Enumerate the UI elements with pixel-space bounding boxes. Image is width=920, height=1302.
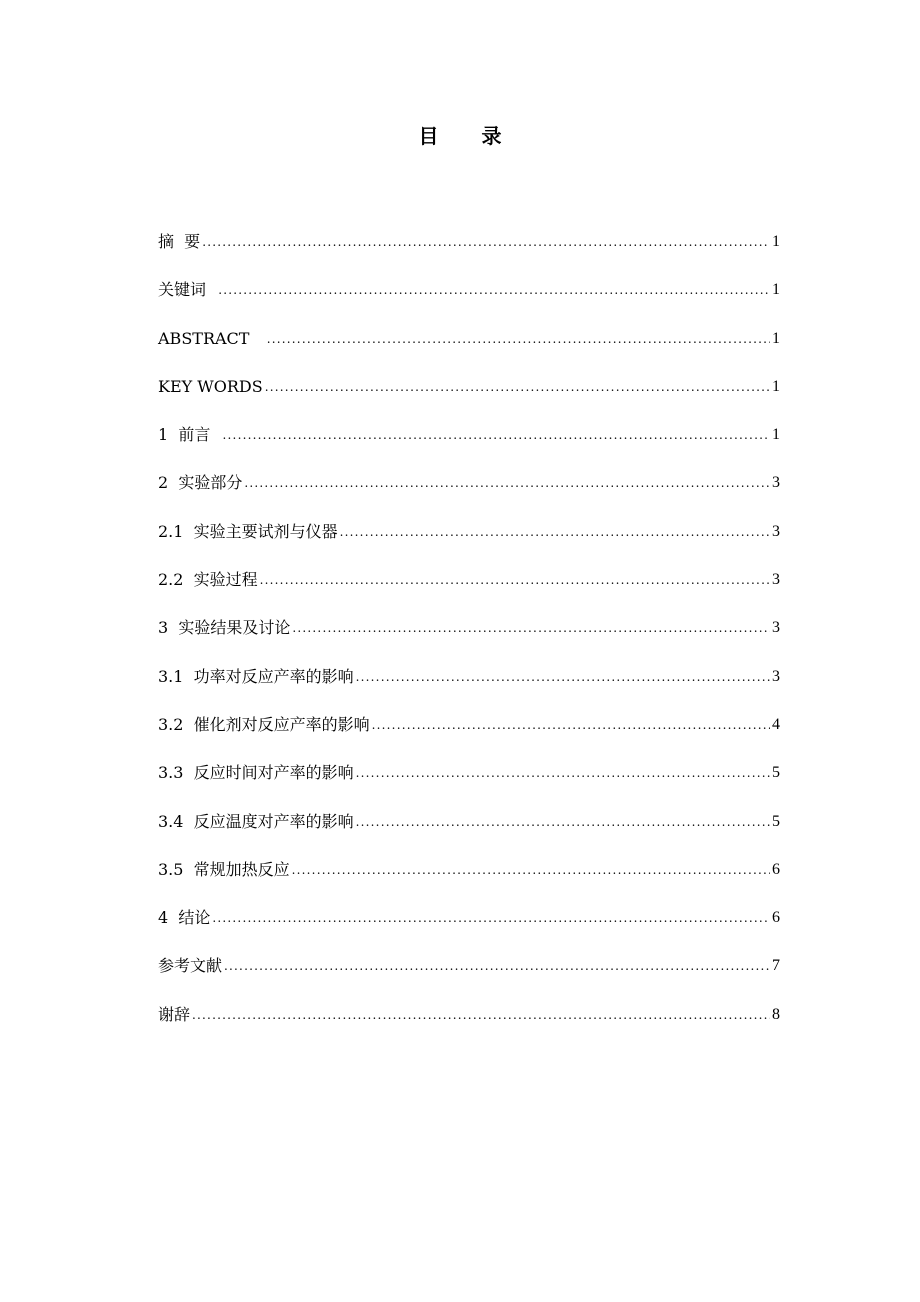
toc-entry-page: 7 [772, 957, 780, 975]
toc-entry-page: 4 [772, 715, 780, 733]
toc-entry[interactable] [158, 1002, 780, 1050]
toc-dot-leader [202, 229, 770, 255]
toc-dot-leader [265, 374, 770, 400]
toc-entry[interactable] [158, 277, 780, 325]
toc-entry-label: 3 实验结果及讨论 [158, 618, 291, 638]
toc-entry[interactable] [158, 712, 780, 760]
toc-entry-page: 5 [772, 812, 780, 830]
toc-entry[interactable] [158, 664, 780, 712]
toc-dot-leader [340, 519, 770, 545]
toc-dot-leader [292, 615, 770, 641]
toc-entry-page: 1 [772, 377, 780, 395]
toc-entry-label: 4 结论 [158, 908, 211, 928]
toc-entry-page: 1 [772, 426, 780, 444]
toc-dot-leader [267, 326, 770, 352]
toc-dot-leader [244, 470, 770, 496]
toc-entry-label: 1 前言 [158, 425, 221, 445]
toc-dot-leader [356, 809, 770, 835]
toc-entry-label: 谢辞 [158, 1004, 191, 1024]
toc-entry-label: KEY WORDS [158, 376, 263, 396]
toc-entry-page: 1 [772, 281, 780, 299]
toc-entry-label: ABSTRACT [158, 328, 265, 348]
toc-entry-label: 3.2 催化剂对反应产率的影响 [158, 714, 370, 734]
toc-dot-leader [212, 905, 770, 931]
toc-list [158, 229, 780, 1050]
toc-entry-label: 2 实验部分 [158, 473, 243, 493]
toc-entry[interactable] [158, 229, 780, 277]
toc-dot-leader [292, 857, 770, 883]
toc-entry[interactable] [158, 760, 780, 808]
toc-dot-leader [372, 712, 770, 738]
toc-entry[interactable] [158, 567, 780, 615]
toc-entry[interactable] [158, 470, 780, 518]
toc-entry-label: 3.5 常规加热反应 [158, 859, 290, 879]
toc-entry[interactable] [158, 857, 780, 905]
toc-entry[interactable] [158, 615, 780, 663]
toc-entry-page: 3 [772, 474, 780, 492]
toc-dot-leader [223, 422, 770, 448]
toc-entry-page: 8 [772, 1005, 780, 1023]
toc-entry[interactable] [158, 374, 780, 422]
toc-dot-leader [356, 760, 770, 786]
toc-entry[interactable] [158, 953, 780, 1001]
toc-entry-page: 3 [772, 667, 780, 685]
toc-entry-page: 3 [772, 619, 780, 637]
toc-entry-page: 6 [772, 909, 780, 927]
toc-dot-leader [224, 953, 770, 979]
toc-entry[interactable] [158, 519, 780, 567]
toc-entry-label: 2.2 实验过程 [158, 570, 258, 590]
toc-entry-page: 1 [772, 233, 780, 250]
toc-entry-label: 3.1 功率对反应产率的影响 [158, 666, 354, 686]
toc-entry[interactable] [158, 326, 780, 374]
toc-entry-page: 3 [772, 522, 780, 540]
toc-entry-page: 6 [772, 860, 780, 878]
toc-entry-label: 关键词 [158, 280, 217, 300]
toc-entry[interactable] [158, 905, 780, 953]
toc-entry-page: 1 [772, 329, 780, 347]
toc-dot-leader [192, 1002, 770, 1028]
toc-entry-label: 3.3 反应时间对产率的影响 [158, 763, 354, 783]
toc-entry-label: 参考文献 [158, 956, 223, 976]
toc-entry-page: 3 [772, 571, 780, 589]
toc-entry[interactable] [158, 809, 780, 857]
toc-entry-label: 3.4 反应温度对产率的影响 [158, 811, 354, 831]
toc-entry-label: 2.1 实验主要试剂与仪器 [158, 521, 338, 541]
toc-dot-leader [356, 664, 770, 690]
toc-dot-leader [260, 567, 770, 593]
toc-entry-page: 5 [772, 764, 780, 782]
toc-dot-leader [218, 277, 770, 303]
toc-entry[interactable] [158, 422, 780, 470]
toc-entry-label: 摘 要 [158, 232, 201, 251]
toc-title: 目 录 [418, 124, 520, 148]
